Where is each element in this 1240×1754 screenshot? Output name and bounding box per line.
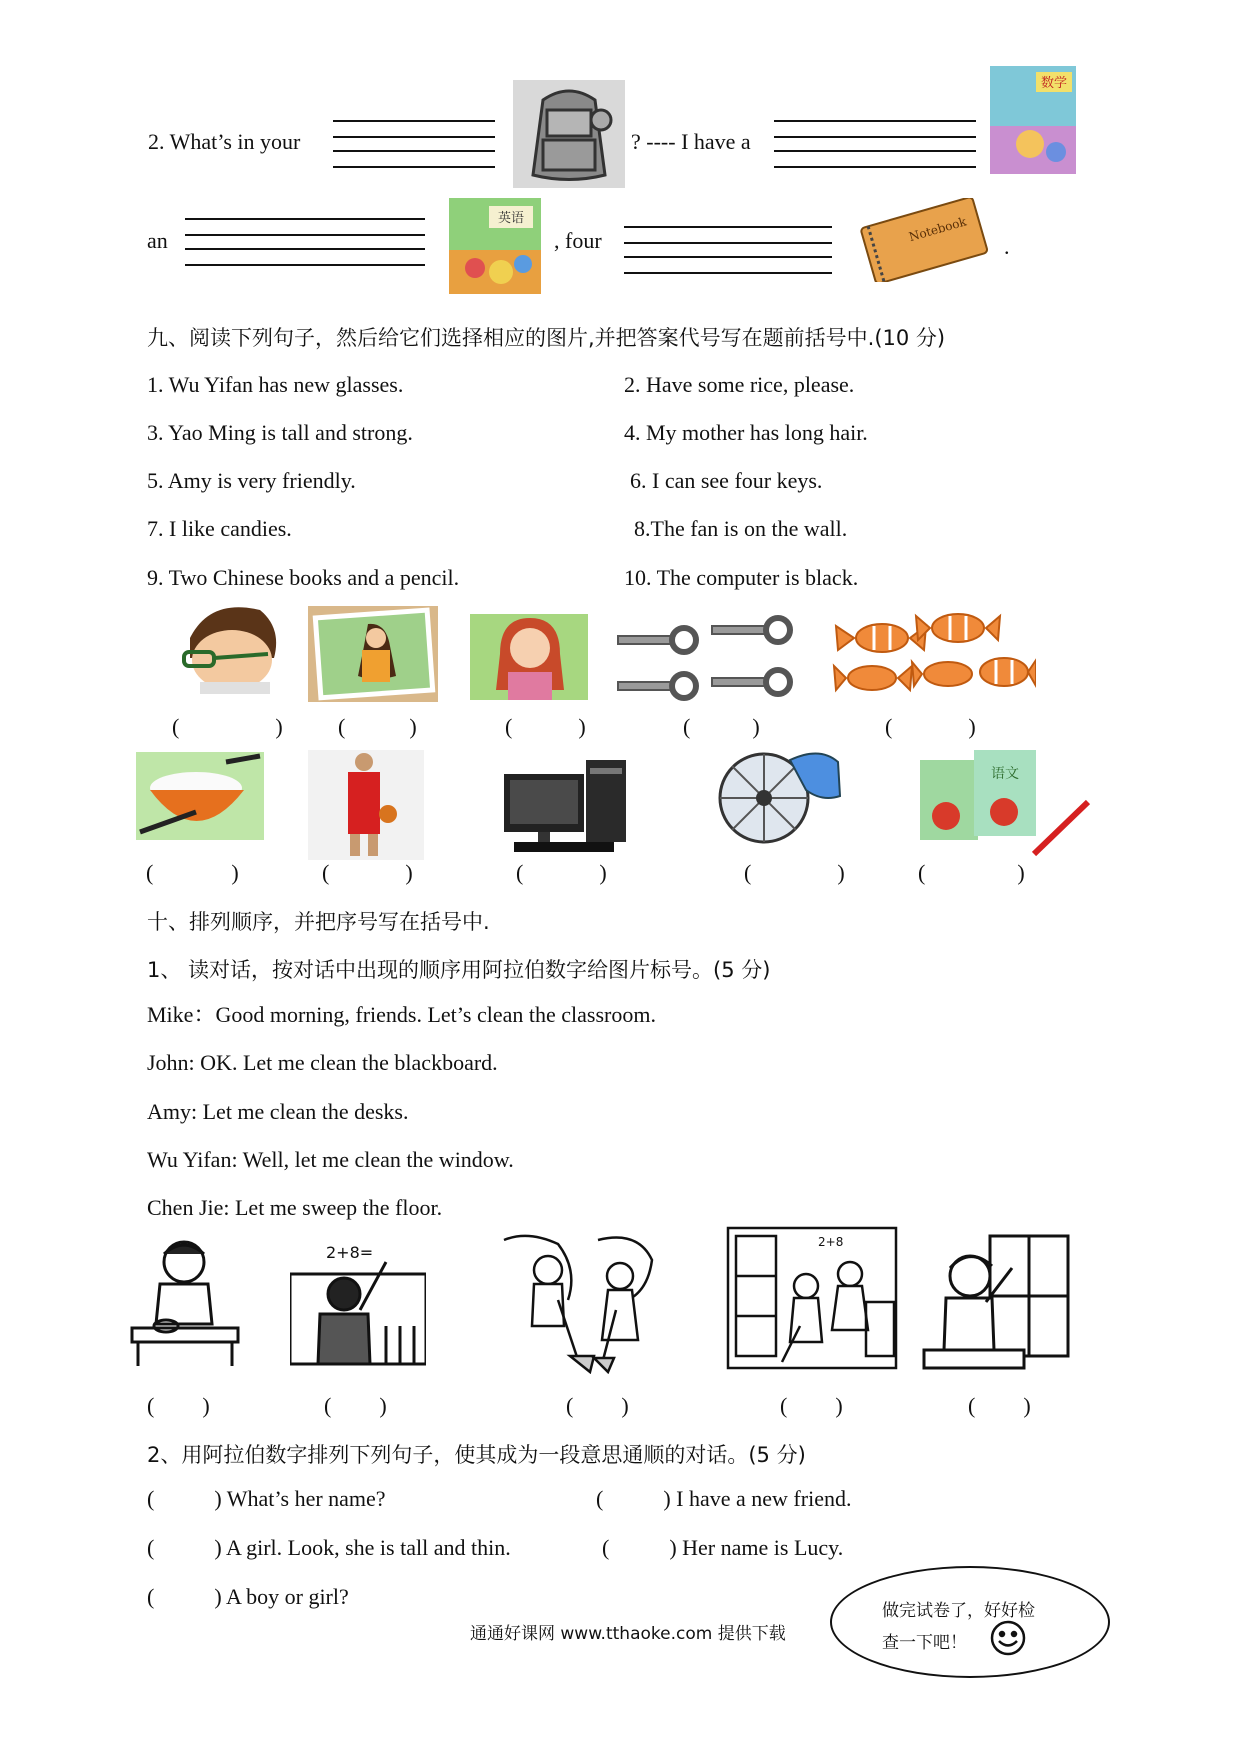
order-item-5[interactable] [147, 1586, 349, 1608]
paren-open: ( [602, 1535, 610, 1560]
sentence-8: 8.The fan is on the wall. [634, 516, 848, 541]
paren-open: ( [596, 1486, 604, 1511]
answer-paren[interactable] [338, 714, 417, 740]
four-keys-image [612, 612, 812, 708]
paren-open: ( [780, 1393, 788, 1418]
yao-ming-image [308, 750, 424, 860]
sentence-1: 1. Wu Yifan has new glasses. [147, 372, 404, 397]
sweep-floor-image [498, 1230, 658, 1374]
chinese-book-title: 语文 [991, 766, 1019, 782]
sentence-4: 4. My mother has long hair. [624, 420, 868, 445]
paren-open: ( [147, 1393, 155, 1418]
sentence-5: 5. Amy is very friendly. [147, 468, 356, 493]
q2-period: . [1004, 234, 1010, 259]
answer-paren[interactable] [146, 860, 239, 886]
sentence-6: 6. I can see four keys. [630, 468, 823, 493]
reminder-line-2: 查一下吧！ [882, 1633, 967, 1653]
math-book-image [990, 66, 1076, 174]
answer-paren[interactable] [780, 1393, 843, 1419]
answer-paren[interactable] [324, 1393, 387, 1419]
paren-close: ) [405, 860, 413, 885]
section10-heading: 十、排列顺序，并把序号写在括号中. [147, 910, 490, 934]
math-book-title: 数学 [1040, 76, 1068, 91]
answer-paren[interactable] [566, 1393, 629, 1419]
answer-lines-2[interactable] [774, 116, 976, 168]
candies-image [832, 604, 1036, 700]
paren-open: ( [505, 714, 513, 739]
paren-close: ) [968, 714, 976, 739]
blackboard-text: 2+8= [326, 1243, 374, 1262]
paren-close: ) [599, 860, 607, 885]
dialogue-line-1: Mike：Good morning, friends. Let’s clean the classroom. [147, 1002, 656, 1027]
paren-close: ) [752, 714, 760, 739]
answer-paren[interactable] [322, 860, 413, 886]
section9-heading: 九、阅读下列句子，然后给它们选择相应的图片,并把答案代号写在题前括号中.(10 分) [147, 326, 946, 350]
paren-open: ( [147, 1486, 155, 1511]
paren-close: ) [835, 1393, 843, 1418]
order-item-text: ) I have a new friend. [663, 1486, 852, 1511]
smiley-icon [990, 1620, 1026, 1656]
board-sum-text: 2+8 [818, 1235, 844, 1249]
paren-close: ) [1017, 860, 1025, 885]
classroom-cleaning-image [726, 1226, 898, 1370]
q2-prefix: 2. What’s in your [148, 129, 301, 154]
clean-desk-image [126, 1236, 244, 1368]
paren-close: ) [1023, 1393, 1031, 1418]
order-item-text: ) A girl. Look, she is tall and thin. [214, 1535, 511, 1560]
part1-heading: 1、 读对话，按对话中出现的顺序用阿拉伯数字给图片标号。(5 分) [147, 958, 771, 982]
schoolbag-image [513, 80, 625, 188]
paren-open: ( [683, 714, 691, 739]
paren-open: ( [338, 714, 346, 739]
dialogue-line-4: Wu Yifan: Well, let me clean the window. [147, 1147, 514, 1172]
paren-close: ) [621, 1393, 629, 1418]
paren-open: ( [322, 860, 330, 885]
paren-open: ( [968, 1393, 976, 1418]
footer-text: 通通好课网 www.tthaoke.com 提供下载 [470, 1624, 786, 1644]
paren-close: ) [202, 1393, 210, 1418]
order-item-3[interactable] [147, 1537, 511, 1559]
dialogue-line-3: Amy: Let me clean the desks. [147, 1099, 409, 1124]
english-book-title: 英语 [497, 211, 525, 226]
paren-open: ( [566, 1393, 574, 1418]
english-book-image [449, 198, 541, 294]
notebook-label: Notebook [907, 214, 968, 245]
paren-close: ) [275, 714, 283, 739]
reminder-bubble [830, 1566, 1110, 1678]
order-item-text: ) A boy or girl? [214, 1584, 349, 1609]
paren-close: ) [231, 860, 239, 885]
answer-paren[interactable] [172, 714, 283, 740]
answer-paren[interactable] [683, 714, 760, 740]
paren-open: ( [147, 1584, 155, 1609]
clean-window-image [920, 1232, 1072, 1372]
order-item-text: ) What’s her name? [214, 1486, 386, 1511]
answer-lines-1[interactable] [333, 116, 495, 168]
paren-close: ) [578, 714, 586, 739]
answer-paren[interactable] [505, 714, 586, 740]
paren-open: ( [516, 860, 524, 885]
fan-image [712, 746, 848, 846]
q2-four: , four [554, 228, 602, 253]
clean-blackboard-image [290, 1234, 426, 1368]
answer-paren[interactable] [885, 714, 976, 740]
paren-open: ( [172, 714, 180, 739]
mother-photo-image [308, 606, 438, 702]
sentence-9: 9. Two Chinese books and a pencil. [147, 565, 460, 590]
answer-paren[interactable] [968, 1393, 1031, 1419]
answer-lines-4[interactable] [624, 222, 832, 274]
answer-paren[interactable] [516, 860, 607, 886]
girl-friendly-image [470, 614, 588, 700]
sentence-3: 3. Yao Ming is tall and strong. [147, 420, 413, 445]
paren-open: ( [146, 860, 154, 885]
paren-open: ( [744, 860, 752, 885]
rice-bowl-image [136, 752, 264, 840]
reminder-line-1: 做完试卷了，好好检 [882, 1601, 1035, 1621]
order-item-4[interactable] [602, 1537, 843, 1559]
answer-paren[interactable] [147, 1393, 210, 1419]
computer-image [500, 756, 644, 856]
answer-paren[interactable] [918, 860, 1025, 886]
sentence-10: 10. The computer is black. [624, 565, 859, 590]
q2-mid: ? ---- I have a [631, 129, 751, 154]
answer-paren[interactable] [744, 860, 845, 886]
order-item-2[interactable] [596, 1488, 851, 1510]
boy-glasses-image [170, 598, 288, 694]
paren-close: ) [837, 860, 845, 885]
paren-close: ) [409, 714, 417, 739]
sentence-7: 7. I like candies. [147, 516, 292, 541]
paren-open: ( [147, 1535, 155, 1560]
order-item-1[interactable] [147, 1488, 386, 1510]
notebook-image [852, 198, 992, 282]
paren-open: ( [324, 1393, 332, 1418]
sentence-2: 2. Have some rice, please. [624, 372, 855, 397]
paren-close: ) [379, 1393, 387, 1418]
answer-lines-3[interactable] [185, 214, 425, 266]
dialogue-line-2: John: OK. Let me clean the blackboard. [147, 1050, 498, 1075]
q2-an: an [147, 228, 168, 253]
order-item-text: ) Her name is Lucy. [669, 1535, 844, 1560]
paren-open: ( [885, 714, 893, 739]
chinese-books-pencil-image [916, 746, 1094, 858]
paren-open: ( [918, 860, 926, 885]
dialogue-line-5: Chen Jie: Let me sweep the floor. [147, 1195, 443, 1220]
part2-heading: 2、用阿拉伯数字排列下列句子，使其成为一段意思通顺的对话。(5 分) [147, 1443, 806, 1467]
